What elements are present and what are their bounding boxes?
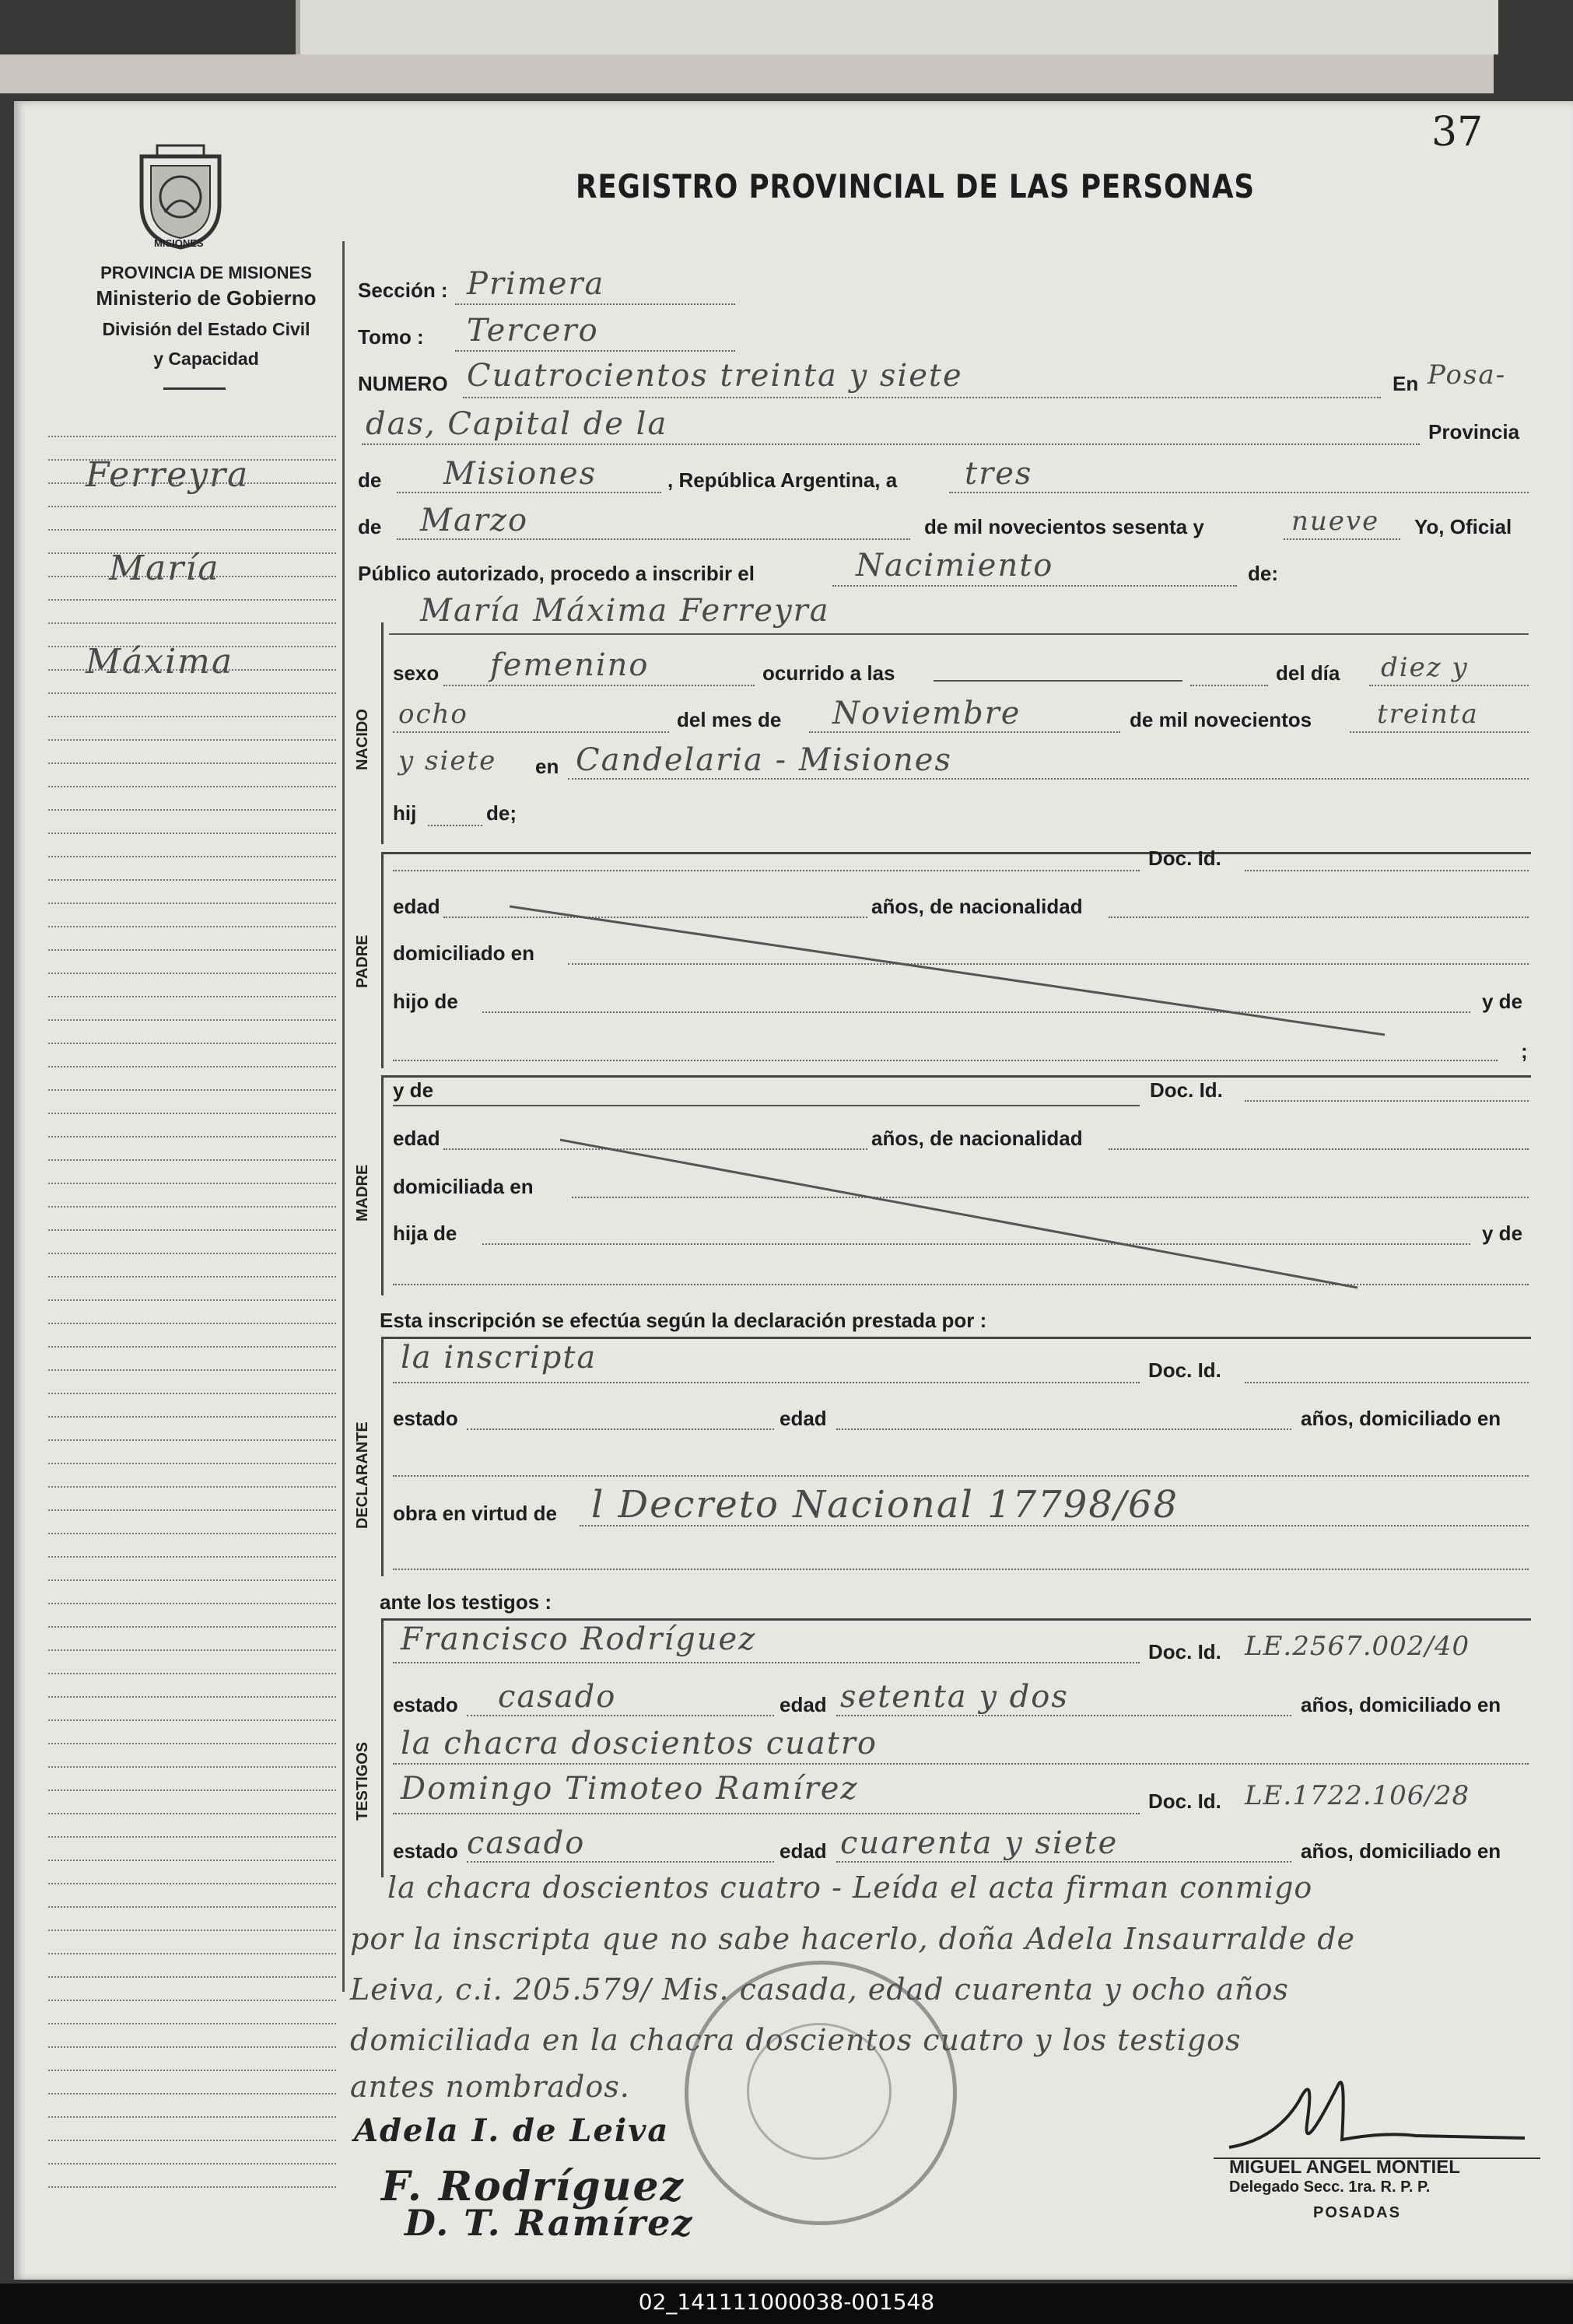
- margin-rule: [48, 1836, 336, 1838]
- province-line: [397, 492, 661, 493]
- testigo1-domicilio: la chacra doscientos cuatro: [401, 1726, 878, 1761]
- testigo1-domicilio-label: años, domiciliado en: [1301, 1693, 1501, 1716]
- margin-rule: [48, 1509, 336, 1511]
- year-value: nueve: [1291, 506, 1380, 537]
- year-label: de mil novecientos sesenta y: [924, 515, 1204, 538]
- testigo2-edad: cuarenta y siete: [840, 1825, 1119, 1861]
- margin-rule: [48, 1089, 336, 1091]
- sexo-line: [443, 685, 755, 686]
- dia-line: [1369, 685, 1529, 686]
- declarante-domicilio-label: años, domiciliado en: [1301, 1407, 1501, 1430]
- anio-label: de mil novecientos: [1130, 708, 1312, 731]
- padre-name-line: [393, 870, 1140, 871]
- madre-edad-label: edad: [393, 1127, 440, 1150]
- numero-label: NUMERO: [358, 372, 448, 395]
- tomo-value: Tercero: [467, 313, 599, 349]
- margin-ruled-lines: [48, 436, 336, 2202]
- margin-rule: [48, 1463, 336, 1464]
- closing-line-4: antes nombrados.: [350, 2070, 630, 2104]
- margin-rule: [48, 949, 336, 951]
- signature-testigo-2: D. T. Ramírez: [405, 2202, 694, 2244]
- testigo2-estado: casado: [467, 1825, 586, 1861]
- padre-y-de-label: y de: [1482, 990, 1523, 1013]
- month-line: [397, 538, 910, 540]
- margin-rule: [48, 1673, 336, 1674]
- margin-rule: [48, 436, 336, 437]
- closing-line-3: domiciliada en la chacra doscientos cuatro y los testigos: [350, 2023, 1242, 2057]
- margin-rule: [48, 1976, 336, 1978]
- official-stamp-inner: [747, 2023, 892, 2160]
- margin-rule: [48, 1439, 336, 1441]
- testigo1-doc: LE.2567.002/40: [1245, 1631, 1470, 1662]
- testigo2-name-line: [393, 1813, 1140, 1814]
- city-value: das, Capital de la: [366, 406, 668, 442]
- testigo1-doc-label: Doc. Id.: [1148, 1640, 1221, 1663]
- margin-rule: [48, 739, 336, 741]
- underlying-page: [296, 0, 1498, 54]
- official-place: POSADAS: [1313, 2204, 1401, 2221]
- margin-rule: [48, 506, 336, 507]
- padre-cancel-stroke: [510, 903, 1389, 1039]
- declarante-estado-line: [467, 1428, 774, 1430]
- declarante-doc-line: [1245, 1382, 1529, 1383]
- testigo1-edad: setenta y dos: [840, 1679, 1069, 1715]
- padre-domicilio-label: domiciliado en: [393, 941, 535, 965]
- margin-rule: [48, 926, 336, 927]
- margin-rule: [48, 1066, 336, 1067]
- oficial-label: Yo, Oficial: [1414, 515, 1512, 538]
- seccion-line: [455, 303, 735, 305]
- margin-rule: [48, 1276, 336, 1278]
- margin-rule: [48, 2070, 336, 2071]
- numero-line: [463, 397, 1381, 398]
- declarante-name-line: [393, 1382, 1140, 1383]
- day-value: tres: [965, 456, 1033, 492]
- person-name: María Máxima Ferreyra: [420, 593, 830, 629]
- testigo2-domicilio: la chacra doscientos cuatro - Leída el acta firman conmigo: [387, 1870, 1313, 1905]
- madre-cancel-stroke: [560, 1136, 1361, 1292]
- testigo2-estado-label: estado: [393, 1839, 458, 1863]
- margin-rule: [48, 1626, 336, 1628]
- margin-rule: [48, 1253, 336, 1254]
- month-value: Marzo: [420, 503, 529, 538]
- obra-label: obra en virtud de: [393, 1502, 557, 1525]
- margin-rule: [48, 1323, 336, 1324]
- year-line: [1284, 538, 1400, 540]
- de-label: de: [358, 468, 382, 492]
- margin-rule: [48, 1019, 336, 1021]
- margin-rule: [48, 2023, 336, 2024]
- hora-line-ext: [1190, 685, 1268, 686]
- person-name-line: [389, 633, 1529, 635]
- margin-first-name: María: [109, 549, 220, 588]
- obra-line: [580, 1525, 1529, 1527]
- day-line: [949, 492, 1529, 493]
- dia-value-2: ocho: [398, 699, 468, 730]
- margin-rule: [48, 1579, 336, 1581]
- margin-rule: [48, 2163, 336, 2165]
- page-title: REGISTRO PROVINCIAL DE LAS PERSONAS: [576, 167, 1255, 205]
- hij-label: hij: [393, 801, 417, 825]
- margin-rule: [48, 1883, 336, 1884]
- seal-label: MISIONES: [154, 237, 204, 249]
- en-value: Posa-: [1428, 359, 1507, 391]
- testigo1-estado-line: [467, 1715, 774, 1716]
- margin-rule: [48, 1416, 336, 1418]
- margin-rule: [48, 1533, 336, 1534]
- margin-rule: [48, 1486, 336, 1488]
- padre-doc-label: Doc. Id.: [1148, 847, 1221, 870]
- madre-y-de2-label: y de: [1482, 1222, 1523, 1245]
- margin-rule: [48, 1743, 336, 1744]
- margin-rule: [48, 973, 336, 974]
- page-number: 37: [1431, 109, 1484, 156]
- republica-label: , República Argentina, a: [667, 468, 898, 492]
- declarante-name: la inscripta: [401, 1340, 597, 1376]
- testigo1-estado: casado: [498, 1679, 617, 1715]
- declarante-edad-line: [836, 1428, 1291, 1430]
- provincia-label: Provincia: [1428, 420, 1520, 443]
- margin-divider: [342, 241, 345, 1992]
- padre-nacionalidad-label: años, de nacionalidad: [871, 895, 1083, 918]
- margin-rule: [48, 833, 336, 834]
- testigo2-edad-line: [836, 1861, 1291, 1863]
- madre-nacionalidad-label: años, de nacionalidad: [871, 1127, 1083, 1150]
- margin-rule: [48, 1206, 336, 1208]
- margin-rule: [48, 1369, 336, 1371]
- nacido-en-label: en: [535, 755, 559, 778]
- anio-value-2: y siete: [398, 745, 497, 776]
- hij-line: [428, 825, 482, 826]
- signature-declarante: Adela I. de Leiva: [354, 2112, 670, 2149]
- margin-rule: [48, 1159, 336, 1161]
- dia2-line: [393, 731, 669, 733]
- testigo2-edad-label: edad: [779, 1839, 827, 1863]
- margin-rule: [48, 1556, 336, 1558]
- numero-value: Cuatrocientos treinta y siete: [467, 358, 963, 394]
- header-divider: [163, 387, 226, 390]
- declarante-edad-label: edad: [779, 1407, 827, 1430]
- margin-rule: [48, 529, 336, 531]
- closing-line-1: por la inscripta que no sabe hacerlo, doña Adela Insaurralde de: [350, 1922, 1356, 1956]
- margin-rule: [48, 996, 336, 997]
- margin-rule: [48, 1393, 336, 1394]
- obra-value: l Decreto Nacional 17798/68: [591, 1483, 1179, 1527]
- margin-rule: [48, 1906, 336, 1908]
- publico-label: Público autorizado, procedo a inscribir el: [358, 562, 755, 585]
- padre-hijo-label: hijo de: [393, 990, 458, 1013]
- madre-doc-line: [1245, 1100, 1529, 1102]
- testigo1-edad-line: [836, 1715, 1291, 1716]
- testigo2-domicilio-label: años, domiciliado en: [1301, 1839, 1501, 1863]
- del-dia-label: del día: [1276, 661, 1340, 685]
- de2-label: de: [358, 515, 382, 538]
- tomo-label: Tomo :: [358, 325, 424, 349]
- margin-rule: [48, 1603, 336, 1604]
- margin-rule: [48, 1696, 336, 1698]
- margin-rule: [48, 1299, 336, 1301]
- testigo1-name-line: [393, 1662, 1140, 1663]
- margin-rule: [48, 1953, 336, 1954]
- padre-section-label: PADRE: [354, 934, 371, 988]
- signature-testigo-1: F. Rodríguez: [381, 2163, 685, 2210]
- margin-middle-name: Máxima: [86, 642, 234, 682]
- dia-value: diez y: [1381, 652, 1469, 683]
- margin-rule: [48, 1766, 336, 1768]
- margin-rule: [48, 1649, 336, 1651]
- margin-rule: [48, 1930, 336, 1931]
- act-value: Nacimiento: [856, 548, 1054, 584]
- madre-section-label: MADRE: [354, 1164, 371, 1222]
- margin-rule: [48, 1789, 336, 1791]
- testigo2-doc-label: Doc. Id.: [1148, 1789, 1221, 1813]
- underlying-page-edge: [0, 54, 1494, 93]
- mes-label: del mes de: [677, 708, 782, 731]
- declarante-extra-line: [393, 1569, 1529, 1570]
- province-value: Misiones: [443, 456, 597, 492]
- madre-domicilio-label: domiciliada en: [393, 1175, 534, 1198]
- nacido-bracket: [381, 622, 384, 844]
- org-province: PROVINCIA DE MISIONES: [100, 263, 312, 282]
- declarante-intro: Esta inscripción se efectúa según la declaración prestada por :: [380, 1309, 987, 1332]
- place-line: [568, 778, 1529, 780]
- declarante-doc-label: Doc. Id.: [1148, 1358, 1221, 1382]
- testigo1-domicilio-line: [393, 1763, 1529, 1765]
- margin-rule: [48, 2186, 336, 2188]
- closing-line-2: Leiva, c.i. 205.579/ Mis. casada, edad cuarenta y ocho años: [350, 1972, 1289, 2007]
- sexo-value: femenino: [490, 647, 650, 683]
- testigo2-name: Domingo Timoteo Ramírez: [401, 1771, 859, 1807]
- padre-edad-label: edad: [393, 895, 440, 918]
- seccion-label: Sección :: [358, 279, 448, 302]
- margin-rule: [48, 716, 336, 717]
- hij-de-label: de;: [486, 801, 517, 825]
- org-division: División del Estado Civil: [102, 319, 310, 339]
- margin-rule: [48, 2140, 336, 2141]
- margin-rule: [48, 1346, 336, 1348]
- margin-rule: [48, 1229, 336, 1231]
- margin-rule: [48, 786, 336, 787]
- nacido-section-label: NACIDO: [354, 709, 371, 770]
- margin-rule: [48, 903, 336, 904]
- margin-rule: [48, 879, 336, 881]
- testigo1-estado-label: estado: [393, 1693, 458, 1716]
- official-title: Delegado Secc. 1ra. R. P. P.: [1229, 2179, 1431, 2196]
- padre-semicolon: ;: [1521, 1039, 1528, 1063]
- margin-rule: [48, 809, 336, 811]
- declarante-estado-label: estado: [393, 1407, 458, 1430]
- city-line: [362, 443, 1420, 445]
- margin-rule: [48, 2116, 336, 2118]
- official-name: MIGUEL ANGEL MONTIEL: [1229, 2157, 1460, 2178]
- de3-label: de:: [1248, 562, 1278, 585]
- margin-rule: [48, 1719, 336, 1721]
- margin-rule: [48, 692, 336, 694]
- mes-line: [809, 731, 1120, 733]
- margin-rule: [48, 762, 336, 764]
- org-capacidad: y Capacidad: [153, 349, 259, 369]
- margin-rule: [48, 599, 336, 601]
- testigo2-estado-line: [467, 1861, 774, 1863]
- margin-rule: [48, 2046, 336, 2048]
- mes-value: Noviembre: [832, 696, 1021, 731]
- margin-rule: [48, 2093, 336, 2094]
- ocurrido-label: ocurrido a las: [762, 661, 895, 685]
- margin-rule: [48, 1183, 336, 1184]
- anio-line: [1350, 731, 1529, 733]
- official-signature-icon: [1214, 2054, 1540, 2163]
- testigo2-doc: LE.1722.106/28: [1245, 1780, 1470, 1811]
- madre-name-line: [393, 1105, 1140, 1106]
- margin-rule: [48, 1113, 336, 1114]
- tomo-line: [455, 350, 735, 352]
- margin-rule: [48, 1860, 336, 1861]
- margin-rule: [48, 1813, 336, 1814]
- image-code: 02_141111000038-001548: [638, 2289, 935, 2315]
- margin-rule: [48, 856, 336, 857]
- anio-value: treinta: [1377, 699, 1479, 730]
- sexo-label: sexo: [393, 661, 440, 685]
- seccion-value: Primera: [467, 266, 605, 302]
- testigos-section-label: TESTIGOS: [354, 1741, 371, 1821]
- act-line: [832, 585, 1237, 587]
- org-ministry: Ministerio de Gobierno: [96, 286, 317, 310]
- declarante-section-label: DECLARANTE: [354, 1421, 371, 1529]
- declarante-domicilio-line: [393, 1475, 1529, 1477]
- margin-rule: [48, 2000, 336, 2001]
- provincial-seal-icon: [134, 142, 227, 251]
- testigo1-name: Francisco Rodríguez: [401, 1621, 757, 1657]
- margin-rule: [48, 1043, 336, 1044]
- margin-rule: [48, 1136, 336, 1137]
- margin-surname: Ferreyra: [86, 455, 250, 495]
- hora-line: [934, 680, 1182, 682]
- testigo1-edad-label: edad: [779, 1693, 827, 1716]
- en-label: En: [1393, 372, 1419, 395]
- testigos-intro: ante los testigos :: [380, 1590, 552, 1614]
- place-value: Candelaria - Misiones: [576, 742, 952, 778]
- padre-yde-line: [393, 1060, 1498, 1061]
- margin-rule: [48, 622, 336, 624]
- madre-hija-label: hija de: [393, 1222, 457, 1245]
- madre-y-de-label: y de: [393, 1078, 434, 1102]
- madre-doc-label: Doc. Id.: [1150, 1078, 1223, 1102]
- padre-doc-line: [1245, 870, 1529, 871]
